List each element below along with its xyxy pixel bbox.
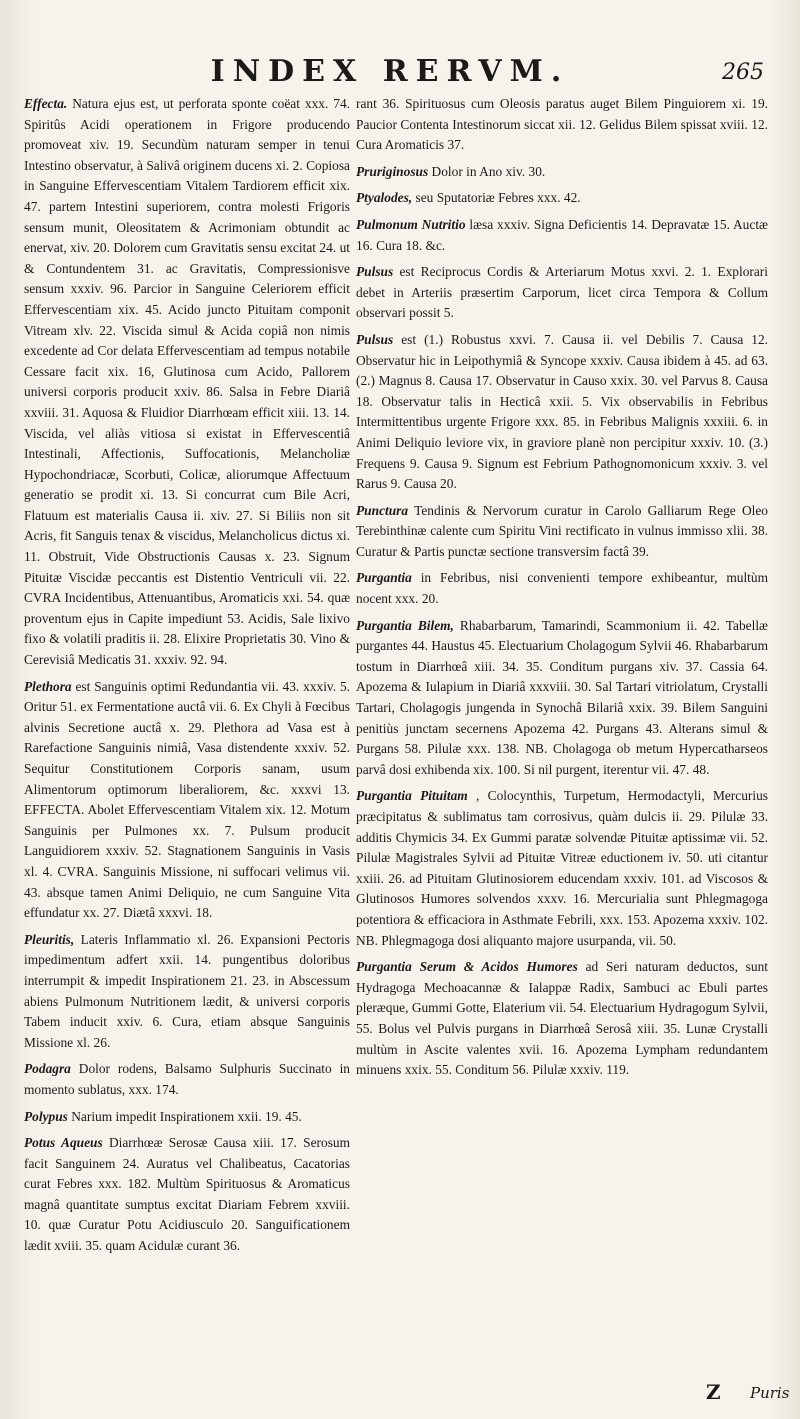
index-entry: [356, 330, 768, 495]
left-column: [24, 94, 350, 1263]
index-lemma: Pulsus: [356, 331, 394, 347]
index-entry-text: Natura ejus est, ut perforata sponte coëat xxx. 74. Spiritûs Acidi operationem in Frigore producendo promoveat xiv. 19. Secundùm naturam semper in tenui Intestino observatur, à Salivâ originem ducens xi. 2. Copiosa in Sanguine Effervescentiam Vitalem Tardiorem efficit xix. 47. partem Intestini superiorem, contra molesti Frigoris sensum munit, Oleositatem & Acrimoniam obtundit ac enervat, xiv. 20. Dolorem cum Gravitatis sensu excitat 24. ut & Contundentem 31. ac Gravitatis, Compressionisve sensum xxxiv. 96. Parcior in Sanguine Celeriorem efficit Effervescentiam xix. 45. Acido juncto Pituitam componit Vitream xlv. 22. Viscida simul & Acida copiâ non nimis excedente ad Cor delata Effervescentiam ad tempus notabile Cessare facit xix. 16, Glutinosa cum Acido, Pallorem universi corporis producit xxiv. 86. Salsa in Febre Diariâ xxviii. 31. Aquosa & Fluidior Diarrhœam efficit xiii. 13. 14. Viscida, vel aliàs vitiosa si existat in Effervescentiâ Intestinali, Affectionis, Suffocationis, Melancholiæ Hypochondriacæ, Scorbuti, Colicæ, aliorumque Affectuum generatio se prodit xi. 13. Si concurrat cum Bile Acri, Flatuum est materialis Causa ii. xiv. 27. Si Biliis non sit Acris, fit Sanguis tenax & viscidus, Melancholicus dictus xi. 11. Obstruit, Vide Obstructionis Causas x. 23. Signum Pituitæ Viscidæ peccantis est Distentio Ventriculi vii. 22. CVRA Incidentibus, Attenuantibus, Aromaticis xxi. 54. quæ proventum ejus in Capite impediunt 53. Acidis, Sale lixivo fixo & volatili praditis ii. 28. Elixire Proprietatis 30. Vino & Cerevisiâ Medicatis 31. xxxiv. 92. 94.: [24, 96, 350, 668]
index-entry: [24, 930, 350, 1054]
index-entry-text: Rhabarbarum, Tamarindi, Scammonium ii. 42. Tabellæ purgantes 44. Haustus 45. Electuarium Cholagogum Sylvii 46. Rhabarbarum tostum in Diarrhœâ xiii. 34. 35. Conditum purgans xiv. 37. Cassia 64. Apozema & Iulapium in Diariâ xxxviii. 30. Sal Tartari vitriolatum, Crystalli Tartari, Cholagogis jungenda in Synochâ Bilariâ xxix. 39. Bilem Sanguini penitiùs junctam secernens Apozema 42. Purgans 43. Alterans simul & Purgans 58. Pilulæ xxx. 138. NB. Cholagoga ob metum Hypercatharseos parvâ dosi exhibenda xix. 100. Si nil purgent, iterentur vii. 47. 48.: [356, 617, 768, 777]
index-entry: [356, 162, 768, 183]
index-entry-text: rant 36. Spirituosus cum Oleosis paratus auget Bilem Pinguiorem xi. 19. Paucior Contenta Intestinorum siccat xii. 12. Gelidus Bilem spissat xviii. 12. Cura Aromaticis 37.: [356, 96, 768, 153]
page-number: 265: [722, 60, 764, 85]
right-column: [356, 94, 768, 1087]
index-lemma: Plethora: [24, 678, 72, 694]
index-entry: [356, 215, 768, 256]
index-entry: [356, 957, 768, 1081]
index-lemma: Ptyalodes,: [356, 190, 413, 206]
index-lemma: Pruriginosus: [356, 163, 429, 179]
page-header: [0, 54, 800, 94]
index-entry-text: est Reciprocus Cordis & Arteriarum Motus xxvi. 2. 1. Explorari debet in Arteriis præsertim Carporum, licet circa Tempora & Collum observari possit 5.: [356, 264, 768, 321]
index-entry: [356, 786, 768, 951]
index-lemma: Purgantia: [356, 570, 412, 586]
index-entry-text: Diarrhœæ Serosæ Causa xiii. 17. Serosum facit Sanguinem 24. Auratus vel Chalibeatus, Cacatorias curat Febres xxx. 182. Multùm Spirituosus & Aromaticus magnâ quantitate sumptus excitat Diariam Febrem xxviii. 10. quæ Curatur Potu Acidiusculo 20. Sanguificationem lædit xviii. 35. quam Acidulæ curant 36.: [24, 1135, 351, 1254]
index-entry-text: Dolor rodens, Balsamo Sulphuris Succinato in momento sublatus, xxx. 174.: [24, 1061, 350, 1097]
index-lemma: Punctura: [356, 502, 409, 518]
index-entry: [24, 677, 350, 924]
index-entry: [356, 568, 768, 609]
index-entry: [356, 616, 768, 781]
index-entry: [356, 188, 768, 209]
index-lemma: Pleuritis,: [24, 931, 75, 947]
index-lemma: Purgantia Bilem,: [356, 617, 454, 633]
index-lemma: Purgantia Pituitam: [356, 788, 468, 804]
index-entry: [24, 1133, 350, 1257]
index-entry-text: Narium impedit Inspirationem xxii. 19. 45.: [67, 1108, 302, 1124]
index-lemma: Pulmonum Nutritio: [356, 216, 466, 232]
index-lemma: Potus Aqueus: [24, 1135, 103, 1151]
signature-mark: Z: [706, 1380, 721, 1404]
running-title: INDEX RERVM.: [210, 54, 570, 89]
index-entry-text: læsa xxxiv. Signa Deficientis 14. Depravatæ 15. Auctæ 16. Cura 18. &c.: [356, 216, 768, 253]
index-entry-text: , Colocynthis, Turpetum, Hermodactyli, Mercurius præcipitatus & sublimatus tam corrosivus, quàm dulcis ii. 29. Pilulæ 33. additis Chymicis 34. Ex Gummi paratæ solvendæ Pituitæ aptissimæ vii. 52. Pilulæ Magistrales Sylvii ad Pituitæ Vitreæ eductionem iv. 50. uti citantur xxiii. 26. ad Pituitam Glutinosiorem educendam xxxiv. 101. ad Viscosos & Glutinosos Humores solvendos xxxv. 16. Mercurialia sunt Phlegmagoga potentiora & efficaciora in Asthmate Febrili, xxx. 153. Apozema xxxiv. 102. NB. Phlegmagoga dosi aliquanto majore usurpanda, vii. 50.: [356, 788, 768, 948]
index-entry: [24, 94, 350, 671]
index-entry: [356, 94, 768, 156]
index-entry-text: est (1.) Robustus xxvi. 7. Causa ii. vel Debilis 7. Causa 12. Observatur hic in Leipothymiâ & Syncope xxxiv. Causa ibidem à 45. ad 63. (2.) Magnus 8. Causa 17. Observatur in Causo xxix. 30. vel Parvus 8. Causa 18. Observatur talis in Hecticâ xxii. 5. Vix observabilis in Febribus Intermittentibus urgente Frigore xxx. 85. in Febribus Malignis xxxiii. 6. in Animi Deliquio leviore vix, in graviore planè non percipitur xxxiv. 10. (3.) Frequens 9. Causa 9. Signum est Febrium Pathognomonicum xxxiv. 3. vel Rarus 9. Causa 20.: [356, 331, 768, 492]
index-lemma: Polypus: [24, 1108, 68, 1124]
index-lemma: Effecta.: [24, 96, 68, 111]
index-entry-text: Dolor in Ano xiv. 30.: [428, 163, 546, 179]
index-entry: [24, 1107, 350, 1128]
index-entry-text: ad Seri naturam deductos, sunt Hydragoga Mechoacannæ & Ialappæ Radix, Sambuci ac Ebuli partes pleræque, Gummi Gotte, Elaterium vii. 54. Electuarium Hydragogum Sylvii, 55. Bolus vel Pulvis purgans in Diarrhœâ Serosâ xiii. 35. Lunæ Crystalli multùm in Ascite valentes xvii. 16. Apozema Lympham redundantem minuens xxix. 55. Conditum 56. Pilulæ xxxiv. 119.: [356, 959, 769, 1078]
index-entry: [24, 1059, 350, 1100]
index-lemma: Podagra: [24, 1061, 71, 1077]
index-entry-text: Tendinis & Nervorum curatur in Carolo Galliarum Rege Oleo Terebinthinæ calente cum Spiritu Vini rectificato in vulnus immisso xlii. 38. Curatur & Partis punctæ sectione transversim factâ 39.: [356, 502, 768, 559]
index-entry-text: Lateris Inflammatio xl. 26. Expansioni Pectoris impedimentum adfert xxii. 14. pungentibus doloribus interrumpit & impedit Inspirationem 21. 23. in Abscessum abiens Pulmonum Nutritionem lædit, & universi corporis Tabem inducit xxiv. 6. Cura, etiam absque Sanguinis Missione xl. 26.: [24, 931, 350, 1050]
index-entry: [356, 262, 768, 324]
index-entry-text: est Sanguinis optimi Redundantia vii. 43. xxxiv. 5. Oritur 51. ex Fermentatione auctâ vii. 6. Ex Chyli à Fœcibus alvinis Secretione auctâ x. 29. Plethora ad Vasa est à Rarefactione Sanguinis nimiâ, Vasa distendente xxxiv. 52. Sequitur Constitutionem Corporis sanam, usum Alimentorum optimorum liberaliorem, &c. xxxvi 13. EFFECTA. Abolet Effervescentiam Vitalem xix. 12. Motum Sanguinis per Pulmones xx. 7. Pulsum producit Languidiorem xxxiv. 52. Stagnationem Sanguinis in Vasis xl. 4. CVRA. Sanguinis Missione, ni suffocari velimus vii. 43. absque tamen Animi Deliquio, ne cum Sanguine Vita effundatur xx. 27. Diætâ xxxvi. 18.: [24, 678, 350, 921]
index-entry-text: seu Sputatoriæ Febres xxx. 42.: [412, 190, 581, 206]
index-lemma: Purgantia Serum & Acidos Humores: [356, 959, 578, 975]
catchword: Puris: [750, 1384, 790, 1402]
index-entry: [356, 501, 768, 563]
page-footer: [0, 1380, 800, 1410]
index-lemma: Pulsus: [356, 264, 394, 280]
index-entry-text: in Febribus, nisi convenienti tempore exhibeantur, multùm nocent xxx. 20.: [356, 570, 768, 607]
